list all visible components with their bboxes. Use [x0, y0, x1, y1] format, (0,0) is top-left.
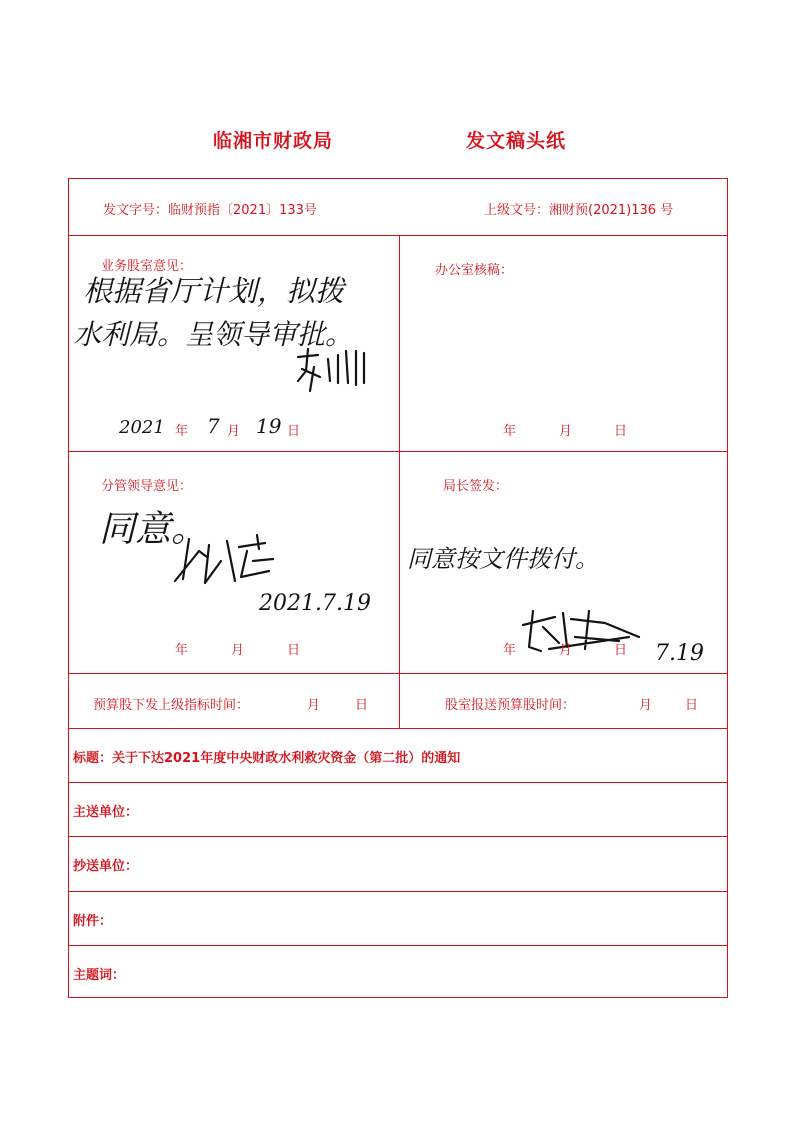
- business-date-year: 2021: [119, 417, 165, 438]
- subject-field: [73, 747, 460, 766]
- leader-month-char: 月: [231, 643, 245, 658]
- issue-number-value: 临财预指〔2021〕133号: [168, 203, 317, 218]
- budget-issue-day: 日: [355, 698, 369, 713]
- office-day-char: 日: [614, 424, 628, 439]
- attachments-label: 附件：: [73, 914, 113, 929]
- divider: [69, 673, 727, 674]
- leader-opinion-label: 分管领导意见：: [101, 479, 193, 494]
- divider: [69, 891, 727, 892]
- subject-value: 关于下达2021年度中央财政水利救灾资金（第二批）的通知: [112, 751, 461, 766]
- issue-number-field: [103, 199, 317, 218]
- dept-submit-month: 月: [639, 698, 653, 713]
- divider: [69, 782, 727, 783]
- director-day-char: 日: [614, 643, 628, 658]
- director-month-char: 月: [559, 643, 573, 658]
- issue-number-label: 发文字号：: [103, 203, 169, 218]
- cc-label: 抄送单位：: [73, 859, 139, 874]
- business-date-day: 19: [256, 414, 282, 438]
- budget-issue-month: 月: [307, 698, 321, 713]
- dept-submit-time-label: 股室报送预算股时间：: [445, 698, 576, 713]
- director-handwritten-date: 7.19: [655, 641, 704, 666]
- business-month-char: 月: [227, 424, 241, 439]
- leader-handwritten-date: 2021.7.19: [259, 591, 371, 616]
- divider: [69, 451, 727, 452]
- director-handwritten-opinion: 同意按文件拨付。: [407, 545, 599, 573]
- office-review-label: 办公室核稿：: [435, 263, 514, 278]
- leader-signature: [169, 531, 309, 591]
- office-year-char: 年: [503, 424, 517, 439]
- column-divider: [399, 235, 400, 728]
- keywords-label: 主题词：: [73, 968, 126, 983]
- divider: [69, 728, 727, 729]
- business-signature: [294, 347, 394, 397]
- dept-submit-day: 日: [685, 698, 699, 713]
- divider: [69, 945, 727, 946]
- director-signature: [519, 607, 649, 657]
- business-date-month: 7: [207, 414, 220, 438]
- leader-year-char: 年: [175, 643, 189, 658]
- leader-handwritten-opinion: 同意。: [99, 509, 208, 550]
- office-month-char: 月: [559, 424, 573, 439]
- director-signoff-label: 局长签发：: [443, 479, 509, 494]
- draft-header-form: [68, 178, 728, 998]
- business-year-char: 年: [175, 424, 189, 439]
- business-day-char: 日: [287, 424, 301, 439]
- business-opinion-label: 业务股室意见：: [101, 259, 193, 274]
- business-handwritten-line1: 根据省厅计划，拟拨: [83, 274, 345, 308]
- divider: [69, 235, 727, 236]
- superior-number-field: [484, 199, 673, 218]
- budget-issue-time-label: 预算股下发上级指标时间：: [93, 698, 250, 713]
- business-handwritten-line2: 水利局。呈领导审批。: [73, 318, 354, 351]
- leader-day-char: 日: [287, 643, 301, 658]
- doc-type-title: 发文稿头纸: [466, 130, 567, 152]
- superior-number-label: 上级文号：: [484, 203, 550, 218]
- org-title: 临湘市财政局: [213, 130, 334, 152]
- subject-label: 标题：: [73, 751, 113, 766]
- director-year-char: 年: [503, 643, 517, 658]
- superior-number-value: 湘财预(2021)136 号: [549, 203, 674, 218]
- main-recipient-label: 主送单位：: [73, 805, 139, 820]
- divider: [69, 836, 727, 837]
